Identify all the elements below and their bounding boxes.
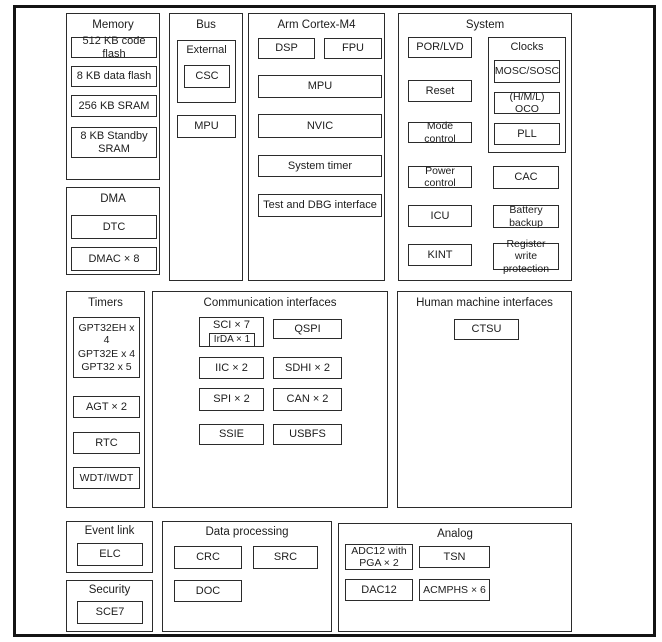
comm-title: Communication interfaces — [203, 297, 337, 309]
group-timers — [66, 291, 145, 508]
box-sce7: SCE7 — [77, 601, 143, 624]
box-external-bus — [177, 40, 236, 103]
gpt-line: GPT32EH x 4 — [78, 322, 135, 347]
box-battery-backup: Battery backup — [493, 205, 559, 228]
box-fpu: FPU — [324, 38, 382, 59]
group-security — [66, 580, 153, 632]
box-iic: IIC × 2 — [199, 357, 264, 379]
box-cac: CAC — [493, 166, 559, 189]
group-memory — [66, 13, 160, 180]
box-irda: IrDA × 1 — [209, 333, 255, 347]
box-reset: Reset — [408, 80, 472, 102]
box-icu: ICU — [408, 205, 472, 227]
group-bus — [169, 13, 243, 281]
box-dtc: DTC — [71, 215, 157, 239]
box-sram: 256 KB SRAM — [71, 95, 157, 117]
box-code-flash: 512 KB code flash — [71, 37, 157, 58]
box-ssie: SSIE — [199, 424, 264, 445]
group-dma — [66, 187, 160, 275]
box-bus-mpu: MPU — [177, 115, 236, 138]
bus-title: Bus — [196, 19, 216, 31]
external-bus-label: External — [186, 44, 227, 56]
box-usbfs: USBFS — [273, 424, 342, 445]
system-title: System — [465, 19, 505, 31]
cortex-title: Arm Cortex-M4 — [277, 19, 356, 31]
box-doc: DOC — [174, 580, 242, 602]
box-acmphs: ACMPHS × 6 — [419, 579, 490, 601]
box-sdhi: SDHI × 2 — [273, 357, 342, 379]
dma-title: DMA — [100, 193, 126, 205]
box-src: SRC — [253, 546, 318, 569]
box-mosc-sosc: MOSC/SOSC — [494, 60, 560, 83]
box-standby-sram: 8 KB Standby SRAM — [71, 127, 157, 158]
analog-title: Analog — [437, 528, 473, 540]
box-dsp: DSP — [258, 38, 315, 59]
box-agt: AGT × 2 — [73, 396, 140, 418]
box-por-lvd: POR/LVD — [408, 37, 472, 58]
box-qspi: QSPI — [273, 319, 342, 339]
box-sci — [199, 317, 264, 347]
box-elc: ELC — [77, 543, 143, 566]
group-eventlink — [66, 521, 153, 573]
group-cortex — [248, 13, 385, 281]
box-crc: CRC — [174, 546, 242, 569]
box-system-timer: System timer — [258, 155, 382, 177]
box-power-control: Power control — [408, 166, 472, 188]
box-data-flash: 8 KB data flash — [71, 66, 157, 87]
box-ctsu: CTSU — [454, 319, 519, 340]
box-dac12: DAC12 — [345, 579, 413, 601]
box-oco: (H/M/L) OCO — [494, 92, 560, 114]
box-dmac: DMAC × 8 — [71, 247, 157, 271]
eventlink-title: Event link — [84, 525, 135, 537]
group-hmi — [397, 291, 572, 508]
box-csc: CSC — [184, 65, 230, 88]
box-register-write-protection: Register write protection — [493, 243, 559, 270]
timers-title: Timers — [88, 297, 123, 309]
group-dataproc — [162, 521, 332, 632]
sci-label: SCI × 7 — [213, 319, 250, 331]
box-kint: KINT — [408, 244, 472, 266]
gpt-line: GPT32E x 4 — [77, 347, 136, 360]
group-comm — [152, 291, 388, 508]
box-pll: PLL — [494, 123, 560, 145]
box-gpt — [73, 317, 140, 378]
clocks-label: Clocks — [510, 41, 544, 53]
box-mode-control: Mode control — [408, 122, 472, 143]
box-cortex-mpu: MPU — [258, 75, 382, 98]
box-nvic: NVIC — [258, 114, 382, 138]
box-clocks — [488, 37, 566, 153]
box-adc12: ADC12 with PGA × 2 — [345, 544, 413, 570]
gpt-line: GPT32 x 5 — [81, 360, 132, 373]
group-analog — [338, 523, 572, 632]
box-wdt: WDT/IWDT — [73, 467, 140, 489]
box-spi: SPI × 2 — [199, 388, 264, 411]
dataproc-title: Data processing — [205, 526, 289, 538]
memory-title: Memory — [92, 19, 134, 31]
box-can: CAN × 2 — [273, 388, 342, 411]
box-test-dbg: Test and DBG interface — [258, 194, 382, 217]
box-tsn: TSN — [419, 546, 490, 568]
security-title: Security — [88, 584, 131, 596]
hmi-title: Human machine interfaces — [416, 297, 553, 309]
box-rtc: RTC — [73, 432, 140, 454]
group-system — [398, 13, 572, 281]
